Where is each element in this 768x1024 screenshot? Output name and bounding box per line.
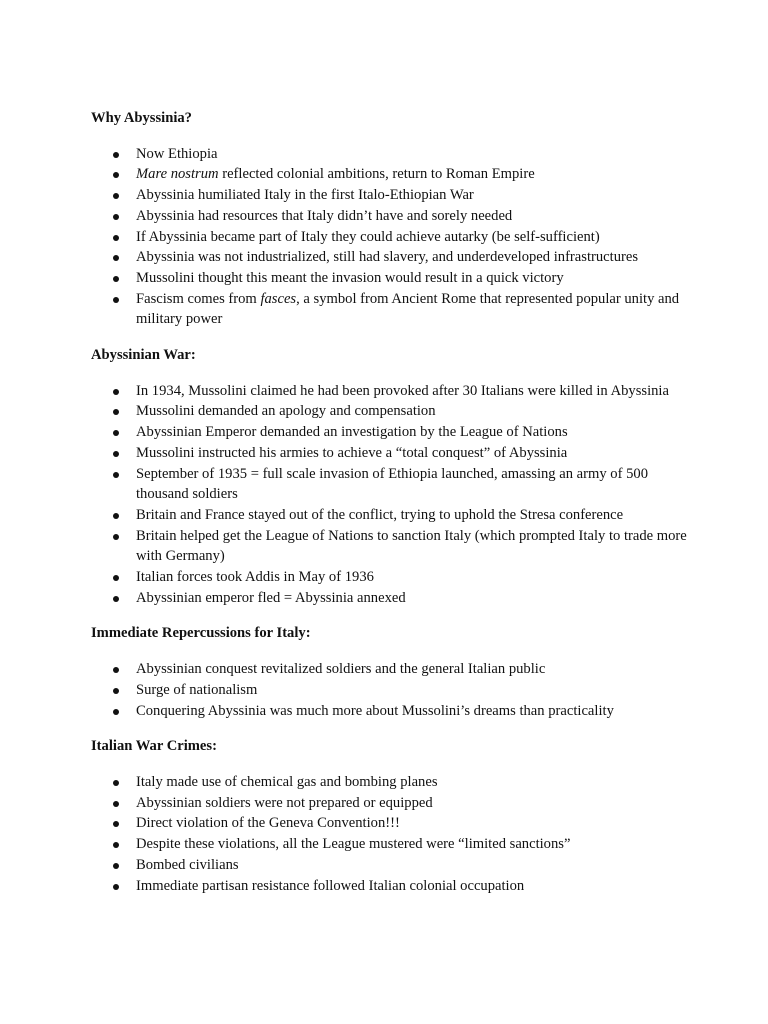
- section-heading: Italian War Crimes:: [91, 738, 217, 755]
- list-item: [91, 588, 691, 609]
- list-item-text: , a symbol from Ancient Rome that represented popular unity and military power: [136, 290, 680, 328]
- list-item-text: Abyssinia had resources that Italy didn’t have and sorely needed: [136, 207, 513, 224]
- bullet-icon: [113, 688, 119, 694]
- list-item: [91, 185, 691, 206]
- bullet-icon: [113, 472, 119, 478]
- list-item-text: Immediate partisan resistance followed Italian colonial occupation: [136, 877, 525, 894]
- list-item: [91, 289, 691, 330]
- list-item: [91, 659, 691, 680]
- list-item: [91, 268, 691, 289]
- list-item: [91, 772, 691, 793]
- list-item-text: Britain helped get the League of Nations to sanction Italy (which prompted Italy to trade more with Germany): [136, 527, 687, 565]
- bullet-icon: [113, 152, 119, 158]
- list-item: [91, 422, 691, 443]
- list-item-text: Mussolini thought this meant the invasion would result in a quick victory: [136, 269, 564, 286]
- list-item: [91, 526, 691, 567]
- list-item-text: Despite these violations, all the League mustered were “limited sanctions”: [136, 836, 571, 853]
- list-item-text: September of 1935 = full scale invasion of Ethiopia launched, amassing an army of 500 thousand soldiers: [136, 465, 648, 503]
- list-item-text: Abyssinia humiliated Italy in the first Italo-Ethiopian War: [136, 187, 474, 204]
- list-item-text: Abyssinian emperor fled = Abyssinia annexed: [136, 589, 406, 606]
- section-heading: Why Abyssinia?: [91, 110, 192, 126]
- bullet-icon: [113, 534, 119, 540]
- list-item: [91, 247, 691, 268]
- list-item-italic-text: fasces: [260, 290, 297, 307]
- list-item-text: Abyssinia was not industrialized, still had slavery, and underdeveloped infrastructures: [136, 249, 639, 266]
- section-italian-war-crimes: [91, 736, 691, 896]
- list-item: [91, 401, 691, 422]
- list-item-text: Direct violation of the Geneva Convention!!!: [136, 815, 400, 832]
- bullet-icon: [113, 172, 119, 178]
- list-item-text: Abyssinian Emperor demanded an investigation by the League of Nations: [136, 424, 568, 441]
- bullet-icon: [113, 513, 119, 519]
- list-item: [91, 567, 691, 588]
- list-item-text: Now Ethiopia: [136, 145, 218, 162]
- bullet-icon: [113, 235, 119, 241]
- list-item-text: Italy made use of chemical gas and bombing planes: [136, 773, 438, 790]
- list-item: [91, 680, 691, 701]
- bullet-icon: [113, 884, 119, 890]
- list-item-text: Surge of nationalism: [136, 681, 258, 698]
- list-item: [91, 701, 691, 722]
- bullet-list: [91, 381, 691, 609]
- list-item-text: Bombed civilians: [136, 856, 239, 873]
- section-abyssinian-war: [91, 345, 691, 608]
- bullet-icon: [113, 801, 119, 807]
- bullet-icon: [113, 863, 119, 869]
- bullet-icon: [113, 409, 119, 415]
- list-item-text: Mussolini instructed his armies to achieve a “total conquest” of Abyssinia: [136, 444, 568, 461]
- list-item-text: Mussolini demanded an apology and compensation: [136, 403, 436, 420]
- list-item: [91, 144, 691, 165]
- bullet-list: [91, 772, 691, 896]
- bullet-icon: [113, 451, 119, 457]
- list-item: [91, 876, 691, 897]
- section-heading: Immediate Repercussions for Italy:: [91, 625, 311, 642]
- bullet-icon: [113, 255, 119, 261]
- list-item: [91, 834, 691, 855]
- bullet-icon: [113, 430, 119, 436]
- list-item: [91, 381, 691, 402]
- section-immediate-repercussions: [91, 623, 691, 721]
- list-item-text: In 1934, Mussolini claimed he had been provoked after 30 Italians were killed in Abyssinia: [136, 382, 669, 399]
- list-item: [91, 505, 691, 526]
- section-why-abyssinia: [91, 108, 691, 330]
- list-item: [91, 464, 691, 505]
- bullet-list: [91, 659, 691, 721]
- bullet-icon: [113, 596, 119, 602]
- list-item-text: Conquering Abyssinia was much more about Mussolini’s dreams than practicality: [136, 702, 614, 719]
- list-item: [91, 793, 691, 814]
- list-item: [91, 813, 691, 834]
- list-item: [91, 855, 691, 876]
- bullet-icon: [113, 389, 119, 395]
- list-item-text: Britain and France stayed out of the conflict, trying to uphold the Stresa conference: [136, 506, 624, 523]
- document-body: [91, 108, 691, 911]
- bullet-icon: [113, 780, 119, 786]
- list-item: [91, 443, 691, 464]
- list-item: [91, 227, 691, 248]
- bullet-icon: [113, 667, 119, 673]
- list-item-text: Abyssinian soldiers were not prepared or equipped: [136, 794, 433, 811]
- bullet-icon: [113, 297, 119, 303]
- section-heading: Abyssinian War:: [91, 347, 196, 364]
- bullet-icon: [113, 821, 119, 827]
- bullet-icon: [113, 214, 119, 220]
- list-item-text: reflected colonial ambitions, return to Roman Empire: [218, 166, 535, 183]
- bullet-icon: [113, 709, 119, 715]
- bullet-icon: [113, 575, 119, 581]
- bullet-icon: [113, 842, 119, 848]
- list-item: [91, 164, 691, 185]
- list-item-text: Fascism comes from: [136, 290, 261, 307]
- bullet-icon: [113, 276, 119, 282]
- list-item-text: If Abyssinia became part of Italy they could achieve autarky (be self-sufficient): [136, 228, 600, 245]
- bullet-list: [91, 144, 691, 330]
- list-item-italic-text: Mare nostrum: [136, 166, 219, 183]
- list-item-text: Italian forces took Addis in May of 1936: [136, 569, 374, 586]
- list-item-text: Abyssinian conquest revitalized soldiers and the general Italian public: [136, 661, 546, 678]
- bullet-icon: [113, 193, 119, 199]
- list-item: [91, 206, 691, 227]
